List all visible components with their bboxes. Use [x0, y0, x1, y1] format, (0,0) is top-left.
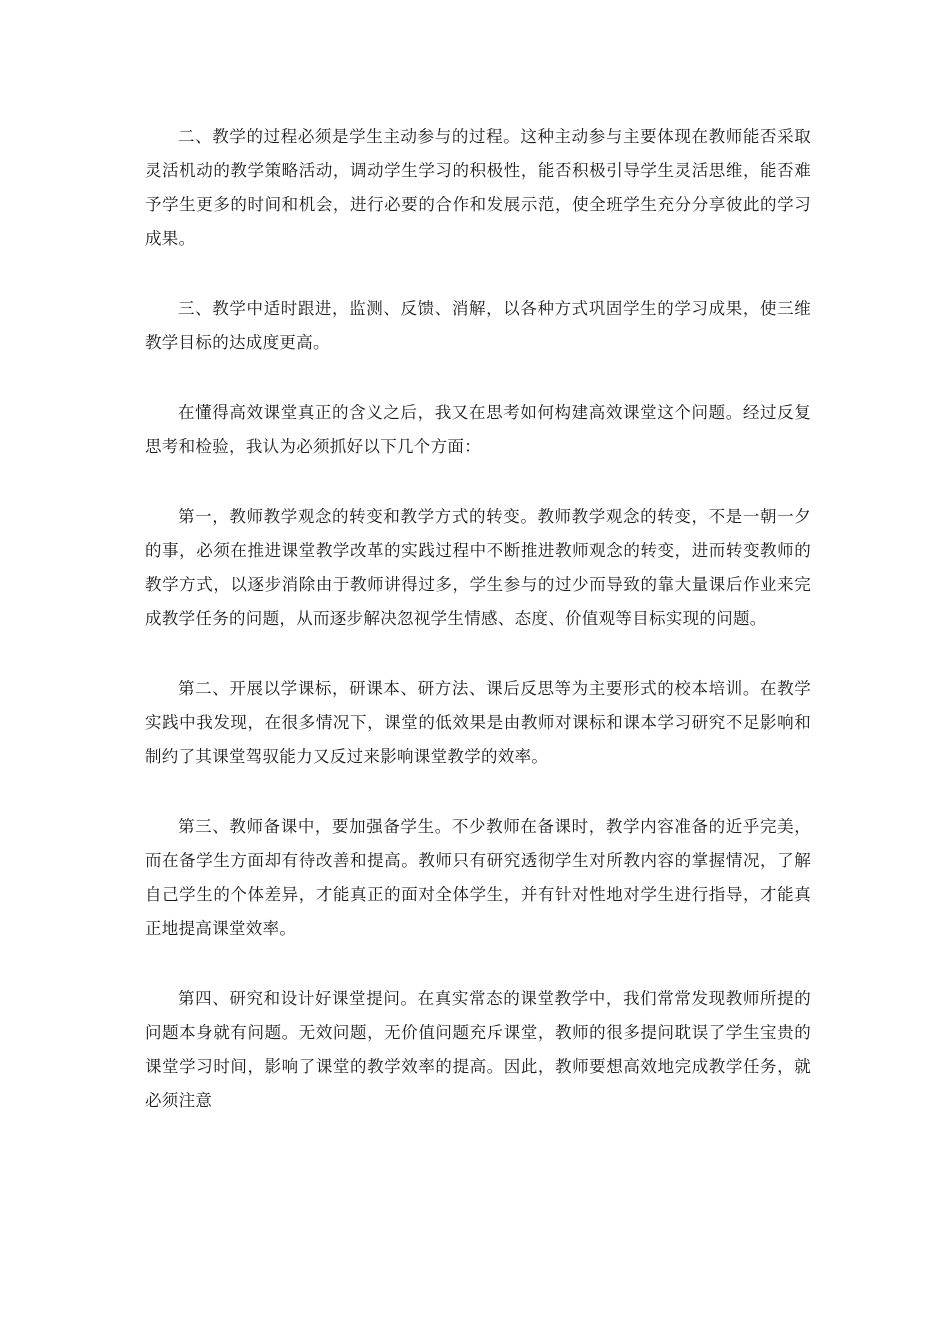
paragraph-third-lesson-preparation: 第三、教师备课中，要加强备学生。不少教师在备课时，教学内容准备的近乎完美，而在备学生方面却有待改善和提高。教师只有研究透彻学生对所教内容的掌握情况，了解自己学生的个体差异，才能真正的面对全体学生，并有针对性地对学生进行指导，才能真正地提高课堂效率。: [145, 817, 811, 938]
document-body: [145, 120, 811, 1154]
paragraph-2-student-participation: 二、教学的过程必须是学生主动参与的过程。这种主动参与主要体现在教师能否采取灵活机动的教学策略活动，调动学生学习的积极性，能否积极引导学生灵活思维，能否难予学生更多的时间和机会，进行必要的合作和发展示范，使全班学生充分分享彼此的学习成果。: [145, 127, 811, 248]
paragraph-second-school-training: 第二、开展以学课标，研课本、研方法、课后反思等为主要形式的校本培训。在教学实践中我发现，在很多情况下，课堂的低效果是由教师对课标和课本学习研究不足影响和制约了其课堂驾驭能力又反过来影响课堂教学的效率。: [145, 679, 811, 766]
paragraph-building-efficient-classroom: 在懂得高效课堂真正的含义之后，我又在思考如何构建高效课堂这个问题。经过反复思考和检验，我认为必须抓好以下几个方面：: [145, 403, 811, 456]
paragraph-fourth-classroom-questions: 第四、研究和设计好课堂提问。在真实常态的课堂教学中，我们常常发现教师所提的问题本身就有问题。无效问题，无价值问题充斥课堂，教师的很多提问耽误了学生宝贵的课堂学习时间，影响了课堂的教学效率的提高。因此，教师要想高效地完成教学任务，就必须注意: [145, 989, 811, 1110]
paragraph-first-teaching-concept: 第一，教师教学观念的转变和教学方式的转变。教师教学观念的转变，不是一朝一夕的事，必须在推进课堂教学改革的实践过程中不断推进教师观念的转变，进而转变教师的教学方式，以逐步消除由于教师讲得过多，学生参与的过少而导致的靠大量课后作业来完成教学任务的问题，从而逐步解决忽视学生情感、态度、价值观等目标实现的问题。: [145, 507, 811, 628]
paragraph-3-timely-follow-up: 三、教学中适时跟进，监测、反馈、消解，以各种方式巩固学生的学习成果，使三维教学目标的达成度更高。: [145, 299, 811, 352]
